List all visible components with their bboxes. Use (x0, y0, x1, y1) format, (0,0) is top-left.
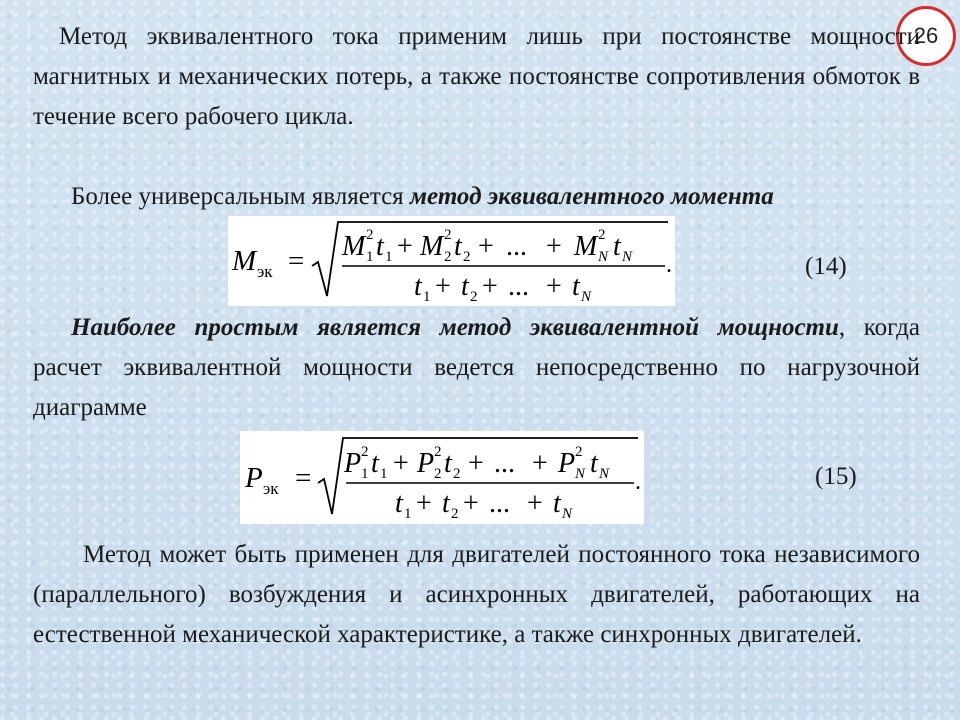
eq15-lhs: P (245, 462, 263, 494)
eq15-num-sym-1: P (344, 448, 362, 479)
emphasis-moment-method: метод эквивалентного момента (409, 183, 774, 210)
slide-number: 26 (913, 23, 939, 48)
eq15-den-t-3: t (553, 488, 561, 519)
paragraph-applicability (33, 535, 920, 655)
eq14-num-sub-1: 1 (366, 249, 374, 265)
eq14-den-plus-2: + (482, 271, 498, 302)
eq15-num-sq-1: 2 (361, 444, 369, 460)
eq15-den-dots: ... (489, 488, 510, 519)
paragraph-current-method (33, 17, 920, 137)
paragraph-power-method-text: , когда расчет эквивалентной мощности ведется непосредственно по нагрузочной диаграмме (33, 314, 920, 421)
eq15-num-t-2: t (444, 448, 452, 479)
eq15-num-tsub-3: N (599, 466, 610, 482)
eq15-num-sym-2: P (417, 448, 435, 479)
eq15-num-sq-2: 2 (434, 444, 442, 460)
equation-number-14: (14) (805, 253, 847, 280)
eq14-num-sub-2: 2 (444, 249, 452, 265)
eq15-den-plus-1: + (416, 488, 432, 519)
emphasis-power-method: Наиболее простым является метод эквивалентной мощности (71, 314, 839, 341)
eq15-den-t-1: t (395, 488, 403, 519)
eq15-den-sub-3: N (562, 506, 573, 522)
eq14-num-dots: ... (506, 231, 527, 262)
eq15-period: . (635, 469, 641, 495)
eq15-num-tsub-2: 2 (453, 466, 461, 482)
paragraph-current-method-text: Метод эквивалентного тока применим лишь при постоянстве мощности магнитных и механических потерь, а также постоянстве сопротивления обмоток в течение всего рабочего цикла. (33, 23, 920, 130)
eq15-num-dots: ... (494, 448, 515, 479)
eq14-num-plus-1: + (397, 231, 413, 262)
eq14-num-plus-3: + (546, 231, 562, 262)
eq14-den-t-2: t (461, 271, 469, 302)
eq14-lhs: M (232, 245, 257, 277)
equation-number-15: (15) (815, 463, 857, 490)
paragraph-moment-method-text: Более универсальным является (71, 183, 410, 210)
eq15-num-plus-2: + (468, 448, 484, 479)
formula-14-svg (228, 216, 675, 306)
eq14-den-t-3: t (572, 271, 580, 302)
eq14-den-dots: ... (508, 271, 529, 302)
eq15-lhs-sub: эк (263, 479, 279, 498)
eq14-den-plus-3: + (546, 271, 562, 302)
eq14-num-tsub-3: N (622, 249, 633, 265)
paragraph-applicability-text: Метод может быть применен для двигателей постоянного тока независимого (параллельного) возбуждения и асинхронных двигателей, работающих на естественной механической характеристике, а также синхронных двигателей. (33, 541, 920, 648)
eq14-equals: = (288, 245, 305, 277)
eq14-den-plus-1: + (435, 271, 451, 302)
eq14-den-t-1: t (414, 271, 422, 302)
paragraph-moment-method (33, 177, 920, 217)
eq14-num-sq-2: 2 (444, 227, 452, 243)
eq14-den-sub-1: 1 (423, 289, 431, 305)
eq15-num-sym-3: P (558, 448, 576, 479)
eq14-num-plus-2: + (478, 231, 494, 262)
eq14-lhs-sub: эк (257, 262, 273, 281)
eq15-num-t-1: t (371, 448, 379, 479)
eq14-num-t-2: t (454, 231, 462, 262)
paragraph-power-method (33, 308, 920, 428)
eq14-num-tsub-2: 2 (463, 249, 471, 265)
eq14-num-sq-1: 2 (366, 227, 374, 243)
formula-15 (240, 431, 644, 524)
eq14-num-sub-3: N (598, 249, 609, 265)
eq15-num-plus-3: + (532, 448, 548, 479)
eq15-num-sub-3: N (575, 466, 586, 482)
eq15-den-sub-2: 2 (451, 506, 459, 522)
eq14-period: . (666, 252, 672, 278)
eq15-num-plus-1: + (393, 448, 409, 479)
eq14-den-sub-2: 2 (470, 289, 478, 305)
eq15-den-plus-3: + (527, 488, 543, 519)
eq14-num-sq-3: 2 (598, 227, 606, 243)
eq14-num-sym-2: M (420, 231, 444, 262)
eq15-num-sub-2: 2 (434, 466, 442, 482)
formula-14 (228, 216, 675, 306)
eq15-num-tsub-1: 1 (380, 466, 388, 482)
eq14-num-sym-1: M (342, 231, 366, 262)
eq14-num-tsub-1: 1 (385, 249, 393, 265)
eq15-den-sub-1: 1 (404, 506, 412, 522)
formula-15-svg (240, 431, 644, 524)
eq14-num-t-3: t (613, 231, 621, 262)
eq15-num-t-3: t (590, 448, 598, 479)
eq15-num-sq-3: 2 (575, 444, 583, 460)
eq14-num-sym-3: M (574, 231, 598, 262)
eq14-num-t-1: t (376, 231, 384, 262)
eq14-den-sub-3: N (581, 289, 592, 305)
eq15-equals: = (295, 462, 312, 494)
eq15-den-t-2: t (442, 488, 450, 519)
eq15-den-plus-2: + (463, 488, 479, 519)
eq15-num-sub-1: 1 (361, 466, 369, 482)
